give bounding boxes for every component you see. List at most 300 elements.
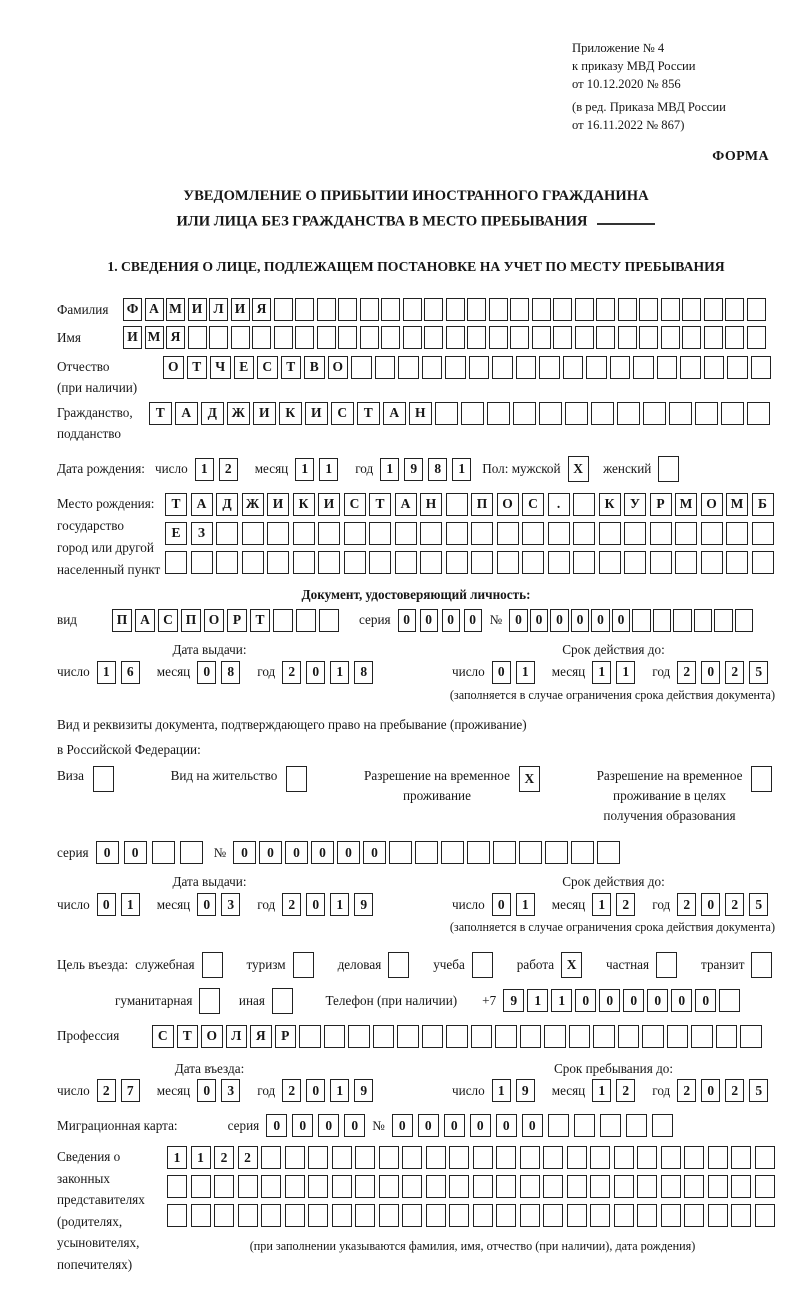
purpose-tourism-checkbox[interactable] (293, 952, 317, 978)
char-box: Т (165, 493, 187, 516)
char-box (567, 1175, 587, 1198)
char-box (661, 1146, 681, 1169)
char-box: 2 (282, 1079, 301, 1102)
char-box: 0 (197, 1079, 216, 1102)
char-box: Т (369, 493, 391, 516)
char-box (308, 1175, 328, 1198)
birth-place-label: Место рождения: государство город или другой населенный пункт (57, 496, 161, 578)
char-box: 1 (551, 989, 572, 1012)
entry-date-heading: Дата въезда: (174, 1060, 245, 1076)
entry-month-field[interactable] (197, 1079, 245, 1102)
char-box: 1 (319, 458, 338, 481)
char-box: Ж (242, 493, 264, 516)
char-box (633, 356, 654, 379)
char-box: 0 (266, 1114, 287, 1137)
char-box: 6 (121, 661, 140, 684)
char-box: 0 (701, 1079, 720, 1102)
char-box (381, 326, 400, 349)
char-box: 0 (470, 1114, 491, 1137)
char-box: 0 (197, 893, 216, 916)
char-box (565, 402, 588, 425)
char-box (661, 326, 680, 349)
char-box: 0 (418, 1114, 439, 1137)
char-box (293, 551, 315, 574)
char-box (637, 1204, 657, 1227)
doc-number-field[interactable] (509, 609, 755, 632)
char-box (661, 1204, 681, 1227)
form-title-line1: УВЕДОМЛЕНИЕ О ПРИБЫТИИ ИНОСТРАННОГО ГРАЖДАНИНА (183, 188, 649, 205)
doc-kind-field[interactable] (112, 609, 342, 632)
char-box: М (145, 326, 164, 349)
purpose-humanitarian-checkbox[interactable] (199, 988, 223, 1014)
char-box (422, 356, 443, 379)
char-box (657, 356, 678, 379)
migration-series-field[interactable] (266, 1114, 370, 1137)
char-box (467, 326, 486, 349)
doc-issue-day-field[interactable] (97, 661, 145, 684)
char-box (344, 522, 366, 545)
char-box: С (257, 356, 278, 379)
char-box: 0 (363, 841, 386, 864)
char-box: 0 (306, 1079, 325, 1102)
char-box: X (519, 766, 540, 792)
char-box: Ф (123, 298, 142, 321)
char-box (317, 326, 336, 349)
char-box (360, 298, 379, 321)
char-box (355, 1146, 375, 1169)
char-box: И (253, 402, 276, 425)
char-box: X (568, 456, 589, 482)
char-box (487, 402, 510, 425)
char-box (379, 1204, 399, 1227)
char-box (449, 1175, 469, 1198)
char-box (369, 522, 391, 545)
residence-issue-year-word: год (257, 896, 276, 912)
purpose-study-checkbox[interactable] (472, 952, 496, 978)
doc-issue-month-field[interactable] (197, 661, 245, 684)
char-box (573, 551, 595, 574)
char-box (209, 326, 228, 349)
char-box (543, 1204, 563, 1227)
char-box: 0 (575, 989, 596, 1012)
residence-limit-note: (заполняется в случае ограничения срока действия документа) (449, 920, 775, 935)
char-box: 8 (428, 458, 447, 481)
birth-day-field[interactable] (195, 458, 243, 481)
char-box (188, 326, 207, 349)
char-box: Ч (210, 356, 231, 379)
char-box: И (318, 493, 340, 516)
char-box: С (158, 609, 178, 632)
char-box: 1 (97, 661, 116, 684)
char-box (639, 326, 658, 349)
char-box (202, 952, 223, 978)
char-box: 2 (725, 1079, 744, 1102)
char-box: 0 (306, 893, 325, 916)
birth-year-field[interactable] (380, 458, 476, 481)
char-box (714, 609, 733, 632)
residence-issue-day-word: число (57, 896, 90, 912)
char-box (471, 1025, 493, 1048)
char-box (446, 1025, 468, 1048)
temp-residence-checkbox[interactable] (519, 766, 543, 792)
residence-doc-options (57, 766, 775, 825)
char-box (471, 522, 493, 545)
char-box (650, 522, 672, 545)
char-box (548, 551, 570, 574)
char-box (571, 841, 594, 864)
phone-prefix: +7 (482, 992, 497, 1008)
char-box (522, 551, 544, 574)
purpose-private-label: частная (606, 956, 650, 972)
char-box: 0 (492, 893, 511, 916)
char-box: О (497, 493, 519, 516)
char-box (267, 522, 289, 545)
char-box: 0 (318, 1114, 339, 1137)
entry-day-field[interactable] (97, 1079, 145, 1102)
char-box: 9 (354, 893, 373, 916)
char-box (420, 551, 442, 574)
char-box: 0 (398, 609, 416, 632)
char-box (449, 1146, 469, 1169)
representatives-label: Сведения о законных представителях (родителях, усыновителях, попечителях) (57, 1149, 145, 1272)
doc-valid-month-word: месяц (551, 664, 586, 680)
char-box: 1 (516, 893, 535, 916)
char-box: 3 (221, 893, 240, 916)
char-box: 2 (238, 1146, 258, 1169)
doc-valid-month-field[interactable] (592, 661, 640, 684)
profession-field[interactable] (152, 1025, 765, 1048)
char-box (191, 1204, 211, 1227)
char-box (680, 356, 701, 379)
purpose-transit-label: транзит (701, 956, 745, 972)
char-box: Т (250, 609, 270, 632)
char-box: Л (209, 298, 228, 321)
purpose-row2 (115, 988, 775, 1014)
char-box: 0 (522, 1114, 543, 1137)
char-box (563, 356, 584, 379)
birth-day-word: число (154, 461, 188, 477)
char-box (274, 326, 293, 349)
char-box (261, 1175, 281, 1198)
char-box: 0 (420, 609, 438, 632)
visa-checkbox[interactable] (93, 766, 117, 792)
residence-number-field[interactable] (233, 841, 623, 864)
char-box (373, 1025, 395, 1048)
char-box: С (344, 493, 366, 516)
char-box (653, 609, 672, 632)
char-box (684, 1204, 704, 1227)
char-box (446, 493, 468, 516)
sex-female-checkbox[interactable] (658, 456, 682, 482)
char-box (379, 1146, 399, 1169)
char-box (618, 1025, 640, 1048)
char-box (684, 1175, 704, 1198)
surname-field[interactable] (123, 298, 768, 321)
char-box (472, 952, 493, 978)
purpose-official-checkbox[interactable] (202, 952, 226, 978)
char-box: 0 (285, 841, 308, 864)
char-box: Р (275, 1025, 297, 1048)
doc-issue-date-heading: Дата выдачи: (172, 641, 247, 657)
entry-year-field[interactable] (282, 1079, 378, 1102)
char-box (545, 841, 568, 864)
char-box (731, 1146, 751, 1169)
birth-month-word: месяц (254, 461, 289, 477)
char-box (586, 356, 607, 379)
char-box (532, 326, 551, 349)
char-box: 0 (97, 893, 116, 916)
char-box: 1 (330, 661, 349, 684)
char-box (520, 1025, 542, 1048)
birth-place-row3-field[interactable] (165, 551, 777, 574)
char-box (574, 1114, 595, 1137)
char-box: 2 (97, 1079, 116, 1102)
char-box (295, 326, 314, 349)
char-box (642, 1025, 664, 1048)
residence-issue-year-field[interactable] (282, 893, 378, 916)
char-box (495, 1025, 517, 1048)
stay-day-word: число (452, 1083, 485, 1099)
char-box (675, 551, 697, 574)
residence-number-word: № (213, 844, 227, 860)
doc-series-field[interactable] (398, 609, 486, 632)
purpose-official-label: служебная (135, 956, 195, 972)
char-box (381, 298, 400, 321)
char-box (324, 1025, 346, 1048)
char-box (539, 402, 562, 425)
temp-residence-education-checkbox[interactable] (751, 766, 775, 792)
char-box (216, 522, 238, 545)
given-name-field[interactable] (123, 326, 768, 349)
char-box (285, 1204, 305, 1227)
char-box: А (175, 402, 198, 425)
stay-year-field[interactable] (677, 1079, 773, 1102)
char-box (590, 1175, 610, 1198)
purpose-work-checkbox[interactable] (561, 952, 585, 978)
stay-month-field[interactable] (592, 1079, 640, 1102)
residence-doc-intro: Вид и реквизиты документа, подтверждающего право на пребывание (проживание) в Российской Федерации: (57, 717, 527, 757)
char-box (752, 551, 774, 574)
char-box (652, 1114, 673, 1137)
char-box: П (181, 609, 201, 632)
representatives-row2-field[interactable] (167, 1175, 778, 1198)
char-box (590, 1146, 610, 1169)
purpose-business-checkbox[interactable] (388, 952, 412, 978)
char-box (467, 298, 486, 321)
char-box: 0 (701, 893, 720, 916)
birth-place-row2-field[interactable] (165, 522, 777, 545)
surname-label: Фамилия (57, 301, 109, 317)
char-box (398, 356, 419, 379)
purpose-humanitarian-label: гуманитарная (115, 992, 193, 1008)
residence-valid-year-word: год (652, 896, 671, 912)
char-box (656, 952, 677, 978)
char-box (299, 1025, 321, 1048)
char-box (575, 326, 594, 349)
residence-valid-day-field[interactable] (492, 893, 540, 916)
char-box: 5 (749, 893, 768, 916)
char-box (731, 1204, 751, 1227)
residence-permit-checkbox[interactable] (286, 766, 310, 792)
char-box (426, 1146, 446, 1169)
char-box (319, 609, 339, 632)
char-box (567, 1146, 587, 1169)
char-box (520, 1146, 540, 1169)
char-box: 0 (259, 841, 282, 864)
char-box (492, 356, 513, 379)
char-box: 9 (503, 989, 524, 1012)
phone-field[interactable] (503, 989, 743, 1012)
char-box: Б (752, 493, 774, 516)
char-box: 5 (749, 1079, 768, 1102)
char-box: 0 (591, 609, 610, 632)
char-box: 2 (214, 1146, 234, 1169)
doc-limit-note: (заполняется в случае ограничения срока действия документа) (449, 687, 775, 702)
char-box: А (135, 609, 155, 632)
char-box: Т (357, 402, 380, 425)
char-box (273, 609, 293, 632)
char-box (617, 402, 640, 425)
char-box: О (163, 356, 184, 379)
doc-valid-year-field[interactable] (677, 661, 773, 684)
entry-month-word: месяц (156, 1083, 191, 1099)
char-box: 1 (592, 661, 611, 684)
migration-number-field[interactable] (392, 1114, 678, 1137)
stay-year-word: год (652, 1083, 671, 1099)
citizenship-field[interactable] (149, 402, 773, 425)
char-box (553, 298, 572, 321)
char-box: 1 (527, 989, 548, 1012)
birth-place-row1-field[interactable] (165, 493, 777, 516)
char-box: Ж (227, 402, 250, 425)
char-box (191, 1175, 211, 1198)
identity-doc-heading: Документ, удостоверяющий личность: (301, 587, 531, 603)
doc-issue-year-field[interactable] (282, 661, 378, 684)
char-box: И (267, 493, 289, 516)
char-box (590, 1204, 610, 1227)
purpose-business-label: деловая (337, 956, 382, 972)
char-box: М (166, 298, 185, 321)
char-box (669, 402, 692, 425)
char-box (596, 326, 615, 349)
char-box (415, 841, 438, 864)
char-box (318, 551, 340, 574)
char-box (573, 522, 595, 545)
char-box (446, 522, 468, 545)
char-box: 1 (121, 893, 140, 916)
char-box (675, 522, 697, 545)
representatives-row1-field[interactable] (167, 1146, 778, 1169)
char-box (661, 298, 680, 321)
char-box (740, 1025, 762, 1048)
residence-valid-year-field[interactable] (677, 893, 773, 916)
char-box (752, 522, 774, 545)
residence-issue-day-field[interactable] (97, 893, 145, 916)
char-box: А (383, 402, 406, 425)
blank-underline (597, 209, 655, 226)
stay-day-field[interactable] (492, 1079, 540, 1102)
purpose-transit-checkbox[interactable] (751, 952, 775, 978)
residence-valid-month-field[interactable] (592, 893, 640, 916)
char-box: Я (250, 1025, 272, 1048)
residence-series-field[interactable] (96, 841, 208, 864)
char-box (575, 298, 594, 321)
char-box: 3 (221, 1079, 240, 1102)
doc-valid-day-word: число (452, 664, 485, 680)
char-box (569, 1025, 591, 1048)
char-box (355, 1175, 375, 1198)
char-box (614, 1204, 634, 1227)
char-box: 0 (233, 841, 256, 864)
residence-issue-month-field[interactable] (197, 893, 245, 916)
char-box: Д (201, 402, 224, 425)
char-box: 0 (306, 661, 325, 684)
char-box (272, 988, 293, 1014)
residence-valid-day-word: число (452, 896, 485, 912)
purpose-private-checkbox[interactable] (656, 952, 680, 978)
char-box (473, 1175, 493, 1198)
char-box (338, 298, 357, 321)
doc-issue-day-word: число (57, 664, 90, 680)
char-box (435, 402, 458, 425)
sex-male-label: Пол: мужской (482, 461, 561, 477)
char-box: 0 (612, 609, 631, 632)
purpose-row (57, 952, 775, 978)
representatives-row3-field[interactable] (167, 1204, 778, 1227)
char-box: 0 (550, 609, 569, 632)
sex-male-checkbox[interactable] (568, 456, 592, 482)
char-box (471, 551, 493, 574)
annex-lines: Приложение № 4 к приказу МВД России от 10.12.2020 № 856 (572, 41, 696, 91)
char-box (708, 1175, 728, 1198)
doc-valid-day-field[interactable] (492, 661, 540, 684)
char-box: 1 (191, 1146, 211, 1169)
char-box: З (191, 522, 213, 545)
birth-month-field[interactable] (295, 458, 343, 481)
citizenship-label: Гражданство, подданство (57, 405, 133, 442)
char-box (317, 298, 336, 321)
doc-kind-label: вид (57, 612, 77, 628)
char-box (519, 841, 542, 864)
char-box (543, 1146, 563, 1169)
char-box (285, 1175, 305, 1198)
char-box (388, 952, 409, 978)
char-box (539, 356, 560, 379)
char-box: И (123, 326, 142, 349)
purpose-other-checkbox[interactable] (272, 988, 296, 1014)
char-box: 2 (616, 1079, 635, 1102)
char-box (344, 551, 366, 574)
char-box (473, 1204, 493, 1227)
char-box (695, 402, 718, 425)
patronymic-field[interactable] (163, 356, 774, 379)
char-box (751, 356, 772, 379)
temp-residence-education-label: Разрешение на временное проживание в целях получения образования (596, 767, 743, 823)
doc-valid-until-heading: Срок действия до: (562, 641, 665, 657)
char-box (496, 1146, 516, 1169)
migration-number-word: № (372, 1118, 385, 1134)
char-box (242, 522, 264, 545)
char-box (637, 1146, 657, 1169)
char-box (379, 1175, 399, 1198)
char-box (747, 326, 766, 349)
char-box (441, 841, 464, 864)
char-box (467, 841, 490, 864)
char-box (614, 1175, 634, 1198)
residence-valid-month-word: месяц (551, 896, 586, 912)
char-box (614, 1146, 634, 1169)
char-box: Т (187, 356, 208, 379)
